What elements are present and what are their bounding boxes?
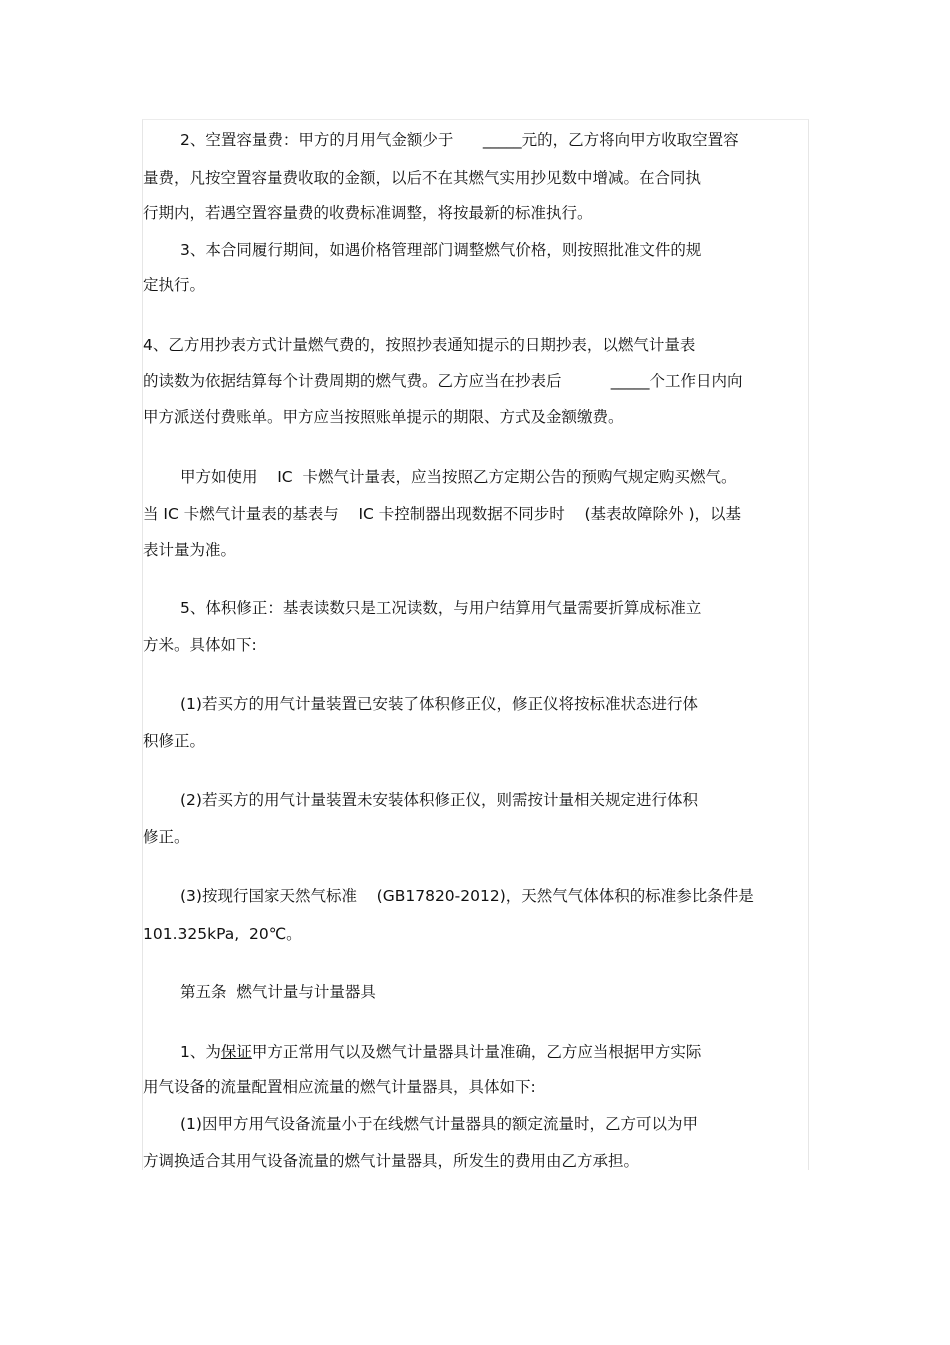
clause-2-line-3: 行期内，若遇空置容量费的收费标准调整，将按最新的标准执行。	[143, 204, 593, 222]
clause-3-line-2: 定执行。	[143, 276, 206, 294]
clause-2-line-1: 2、空置容量费：甲方的月用气金额少于 _____元的，乙方将向甲方收取空置容	[180, 131, 739, 149]
clause-5-line-1: 5、体积修正：基表读数只是工况读数，与用户结算用气量需要折算成标准立	[180, 599, 702, 617]
article-5-item-1-line-1: (1)因甲方用气设备流量小于在线燃气计量器具的额定流量时，乙方可以为甲	[180, 1115, 698, 1133]
article-5-item-1-line-2: 方调换适合其用气设备流量的燃气计量器具，所发生的费用由乙方承担。	[143, 1152, 640, 1170]
clause-3-line-1: 3、本合同履行期间，如遇价格管理部门调整燃气价格，则按照批准文件的规	[180, 241, 702, 259]
underlined-term: 保证	[220, 1043, 252, 1061]
article-5-clause-1-prefix: 1、为	[180, 1043, 221, 1061]
clause-5-line-2: 方米。具体如下:	[143, 636, 257, 654]
item-2-line-2: 修正。	[143, 828, 190, 846]
item-3-line-1: (3)按现行国家天然气标准 (GB17820-2012)，天然气气体体积的标准参比条件是	[180, 887, 754, 905]
article-5-clause-1-line-1	[180, 1042, 701, 1062]
clause-4-line-3: 甲方派送付费账单。甲方应当按照账单提示的期限、方式及金额缴费。	[143, 408, 624, 426]
item-3-line-2: 101.325kPa, 20℃。	[143, 925, 302, 943]
article-5-clause-1-rest: 甲方正常用气以及燃气计量器具计量准确，乙方应当根据甲方实际	[251, 1043, 702, 1061]
item-2-line-1: (2)若买方的用气计量装置未安装体积修正仪，则需按计量相关规定进行体积	[180, 791, 698, 809]
ic-card-line-2: 当 IC 卡燃气计量表的基表与 IC 卡控制器出现数据不同步时 (基表故障除外 )，以基	[143, 505, 742, 523]
clause-2-line-2: 量费，凡按空置容量费收取的金额，以后不在其燃气实用抄见数中增减。在合同执	[143, 169, 702, 187]
clause-4-line-2: 的读数为依据结算每个计费周期的燃气费。乙方应当在抄表后 _____个工作日内向	[143, 372, 743, 390]
article-5-title: 第五条 燃气计量与计量器具	[180, 983, 376, 1001]
clause-4-line-1: 4、乙方用抄表方式计量燃气费的，按照抄表通知提示的日期抄表，以燃气计量表	[143, 336, 696, 354]
item-1-line-2: 积修正。	[143, 732, 206, 750]
article-5-clause-1-line-2: 用气设备的流量配置相应流量的燃气计量器具，具体如下:	[143, 1078, 536, 1096]
ic-card-line-3: 表计量为准。	[143, 541, 237, 559]
item-1-line-1: (1)若买方的用气计量装置已安装了体积修正仪，修正仪将按标准状态进行体	[180, 695, 698, 713]
ic-card-line-1: 甲方如使用 IC 卡燃气计量表，应当按照乙方定期公告的预购气规定购买燃气。	[180, 468, 737, 486]
